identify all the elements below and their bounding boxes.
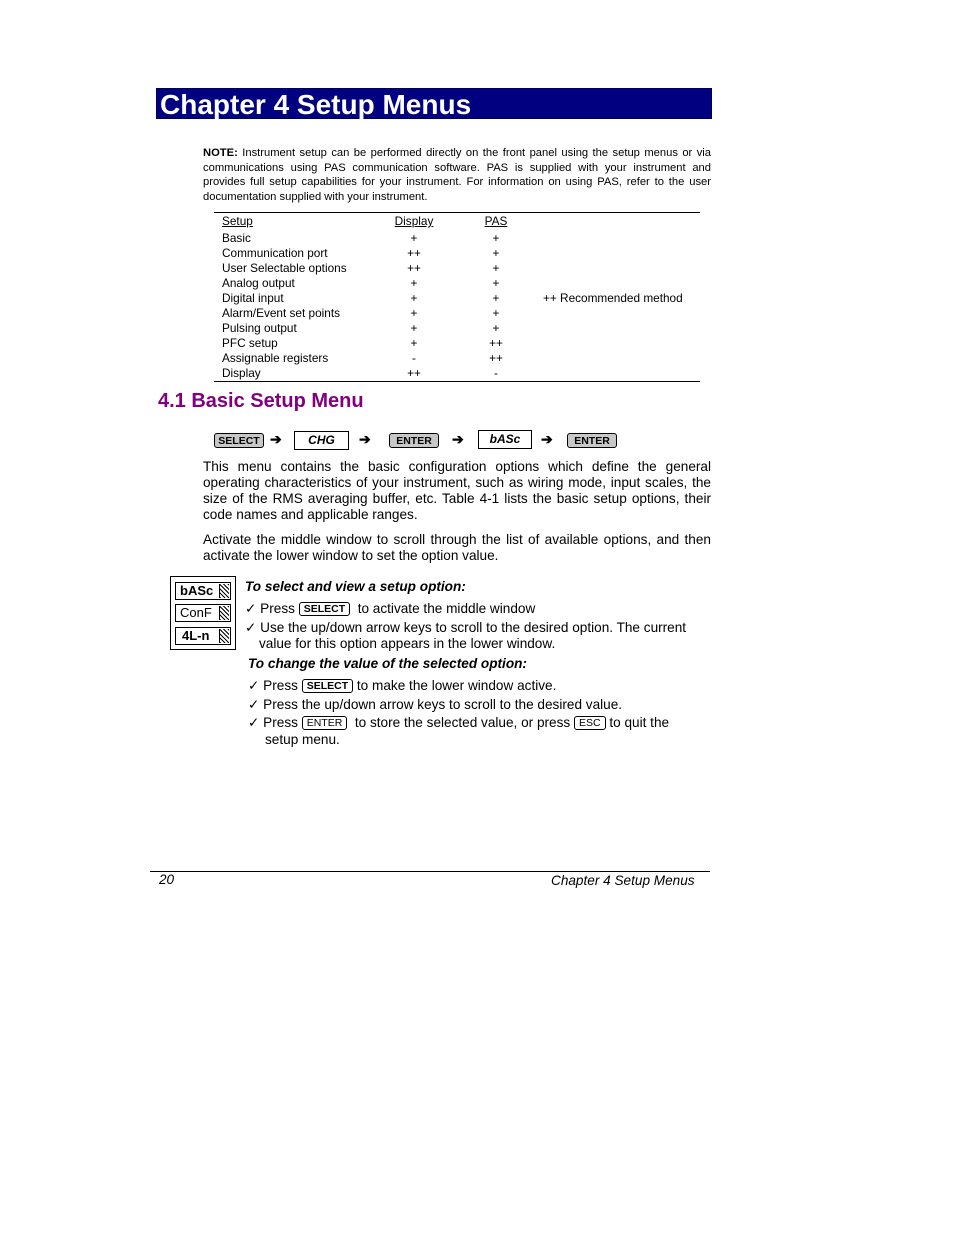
row-setup: Analog output — [222, 276, 295, 290]
enter-key: ENTER — [302, 716, 348, 730]
chapter-title: Chapter 4 Setup Menus — [160, 89, 472, 120]
header-pas: PAS — [484, 214, 508, 228]
step-text: to activate the middle window — [357, 601, 536, 616]
select-key: SELECT — [302, 679, 353, 693]
row-setup: Communication port — [222, 246, 328, 260]
check-icon: ✓ — [245, 620, 257, 635]
row-display: + — [410, 276, 418, 290]
row-pas: + — [492, 291, 500, 305]
step-text: to store the selected value, or press — [354, 715, 571, 730]
row-display: + — [410, 336, 418, 350]
esc-key: ESC — [574, 716, 606, 730]
lcd-middle-window — [175, 604, 231, 622]
lcd-lower-window — [175, 627, 231, 645]
row-setup: User Selectable options — [222, 261, 347, 275]
change-option-heading: To change the value of the selected option: — [248, 656, 527, 671]
row-pas: + — [492, 261, 500, 275]
row-setup: PFC setup — [222, 336, 278, 350]
row-setup: Assignable registers — [222, 351, 329, 365]
footer-rule — [150, 871, 710, 872]
row-display: + — [410, 321, 418, 335]
enter-key: ENTER — [567, 433, 617, 448]
intro-paragraph: This menu contains the basic configuration options which define the general operating characteristics of your instrument, such as wiring mode, input scales, the size of the RMS averaging buffer, etc. Table 4-1 lists the basic setup options, their code names and applicable ranges. — [203, 459, 711, 522]
table-row — [214, 351, 700, 366]
row-pas: + — [492, 276, 500, 290]
header-setup: Setup — [222, 214, 253, 228]
row-pas: + — [492, 306, 500, 320]
step-text: to quit the — [609, 715, 670, 730]
enter-key: ENTER — [389, 433, 439, 448]
row-pas: ++ — [489, 336, 503, 350]
row-display: - — [412, 351, 416, 365]
row-setup: Basic — [222, 231, 251, 245]
change-step-3 — [248, 714, 669, 731]
select-key: SELECT — [214, 433, 264, 448]
table-row — [214, 246, 700, 261]
note-text: Instrument setup can be performed directly on the front panel using the setup menus or via communications using PAS communication software. PAS is supplied with your instrument and provides full setup capabilities for your instrument. For information on using PAS, refer to the user documentation supplied with your instrument. — [203, 147, 712, 203]
activate-paragraph: Activate the middle window to scroll through the list of available options, and then activate the lower window to set the option value. — [203, 532, 711, 563]
hatch-icon — [219, 606, 229, 620]
view-option-heading: To select and view a setup option: — [245, 579, 466, 594]
row-pas: ++ — [489, 351, 503, 365]
step-text: Press the up/down arrow keys to scroll to the desired value. — [263, 697, 623, 712]
lcd-upper-text: bASc — [180, 583, 214, 598]
row-display: + — [410, 291, 418, 305]
table-row — [214, 261, 700, 276]
row-setup: Pulsing output — [222, 321, 297, 335]
view-step-2 — [245, 619, 686, 636]
section-heading: 4.1 Basic Setup Menu — [158, 390, 364, 412]
arrow-icon: ➔ — [359, 431, 371, 447]
row-display: + — [410, 231, 418, 245]
table-row — [214, 306, 700, 321]
chapter-banner — [156, 88, 712, 119]
step-text: Use the up/down arrow keys to scroll to the desired option. The current — [260, 620, 687, 635]
change-step-3-continued: setup menu. — [265, 732, 340, 747]
step-text: Press — [263, 678, 298, 693]
row-display: ++ — [407, 366, 421, 380]
table-row — [214, 231, 700, 246]
table-row — [214, 276, 700, 291]
hatch-icon — [219, 629, 229, 643]
table-row — [214, 336, 700, 351]
row-display: + — [410, 306, 418, 320]
note-label: NOTE: — [203, 147, 238, 159]
hatch-icon — [219, 584, 229, 598]
row-setup: Digital input — [222, 291, 284, 305]
lcd-upper-window — [175, 582, 231, 600]
check-icon: ✓ — [248, 697, 260, 712]
recommended-note: ++ Recommended method — [543, 291, 683, 305]
select-key: SELECT — [299, 602, 350, 616]
row-display: ++ — [407, 261, 421, 275]
check-icon: ✓ — [248, 678, 260, 693]
table-header-row — [214, 214, 700, 229]
row-display: ++ — [407, 246, 421, 260]
row-pas: - — [494, 366, 498, 380]
arrow-icon: ➔ — [270, 431, 282, 447]
page-number: 20 — [159, 872, 175, 887]
view-step-1 — [245, 600, 535, 617]
step-text: Press — [263, 715, 298, 730]
row-pas: + — [492, 321, 500, 335]
arrow-icon: ➔ — [452, 431, 464, 447]
table-row — [214, 321, 700, 336]
header-display: Display — [394, 214, 434, 228]
chg-display: CHG — [294, 431, 349, 450]
row-pas: + — [492, 246, 500, 260]
basc-display: bASc — [478, 430, 532, 449]
lcd-middle-text: ConF — [180, 605, 212, 620]
row-setup: Alarm/Event set points — [222, 306, 341, 320]
change-step-2 — [248, 696, 622, 713]
row-pas: + — [492, 231, 500, 245]
row-setup: Display — [222, 366, 261, 380]
check-icon: ✓ — [245, 601, 257, 616]
setup-methods-table — [214, 212, 700, 382]
change-step-1 — [248, 677, 556, 694]
view-step-2-continued: value for this option appears in the lower window. — [259, 636, 556, 651]
lcd-display-illustration — [170, 576, 236, 650]
arrow-icon: ➔ — [541, 431, 553, 447]
note-paragraph — [203, 146, 711, 204]
step-text: to make the lower window active. — [356, 678, 557, 693]
lcd-lower-text: 4L-n — [182, 628, 210, 643]
footer-chapter-title: Chapter 4 Setup Menus — [551, 873, 695, 888]
step-text: Press — [260, 601, 295, 616]
check-icon: ✓ — [248, 715, 260, 730]
table-row — [214, 366, 700, 381]
